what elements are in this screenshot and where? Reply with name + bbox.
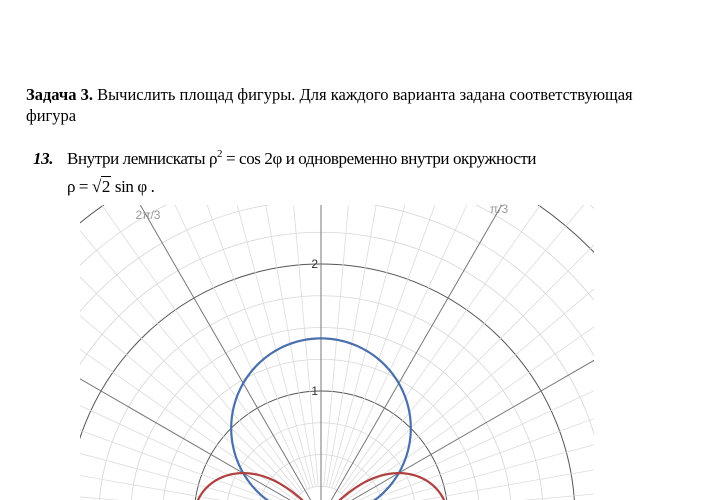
rho-suffix: sin φ .	[111, 177, 155, 196]
grid-ray-minor	[25, 0, 307, 489]
problem-exponent: 2	[217, 148, 223, 160]
grid-ray-minor	[0, 0, 303, 492]
grid-ray-minor	[329, 0, 502, 487]
grid-circle-major	[0, 137, 702, 500]
grid-ray-minor	[332, 0, 561, 488]
grid-circle-minor	[0, 169, 670, 500]
grid-ray-minor	[0, 68, 297, 498]
grid-ray-major	[321, 0, 671, 500]
grid-ray-minor	[0, 222, 292, 500]
grid-ray-minor	[0, 116, 295, 499]
grid-ray-minor	[140, 0, 313, 487]
r-tick-label: 1	[311, 384, 318, 398]
problem-number: 13.	[33, 149, 54, 168]
grid-ray-minor	[350, 222, 706, 500]
rho-prefix: ρ =	[67, 177, 92, 196]
r-tick-label: 2	[311, 257, 318, 271]
sqrt-expression: √2	[91, 177, 111, 196]
grid-circle-minor	[0, 74, 706, 500]
grid-circle-major	[0, 10, 706, 500]
angle-label: π/3	[489, 202, 509, 216]
grid-ray-minor	[345, 68, 706, 498]
task-text: Вычислить площад фигуры. Для каждого варианта задана соответствующая фигура	[26, 85, 633, 125]
grid-ray-minor	[260, 0, 318, 486]
problem-text-mid: = cos 2φ и одновременно внутри окружности	[226, 149, 537, 168]
sqrt-radicand: 2	[101, 177, 111, 196]
grid-ray-major	[321, 168, 706, 500]
grid-circle-minor	[0, 42, 706, 500]
grid-ray-minor	[324, 0, 382, 486]
grid-ray-minor	[334, 0, 616, 489]
grid-ray-minor	[0, 396, 290, 500]
grid-ray-minor	[0, 23, 299, 496]
grid-ray-minor	[347, 116, 706, 499]
grid-ray-minor	[82, 0, 311, 488]
problem-text-prefix: Внутри лемнискаты ρ	[67, 149, 218, 168]
grid-ray-minor	[343, 23, 706, 496]
grid-ray-minor	[352, 396, 706, 500]
task-label: Задача 3.	[26, 85, 93, 104]
grid-ray-minor	[341, 0, 706, 494]
angle-label: 2π/3	[135, 208, 161, 222]
